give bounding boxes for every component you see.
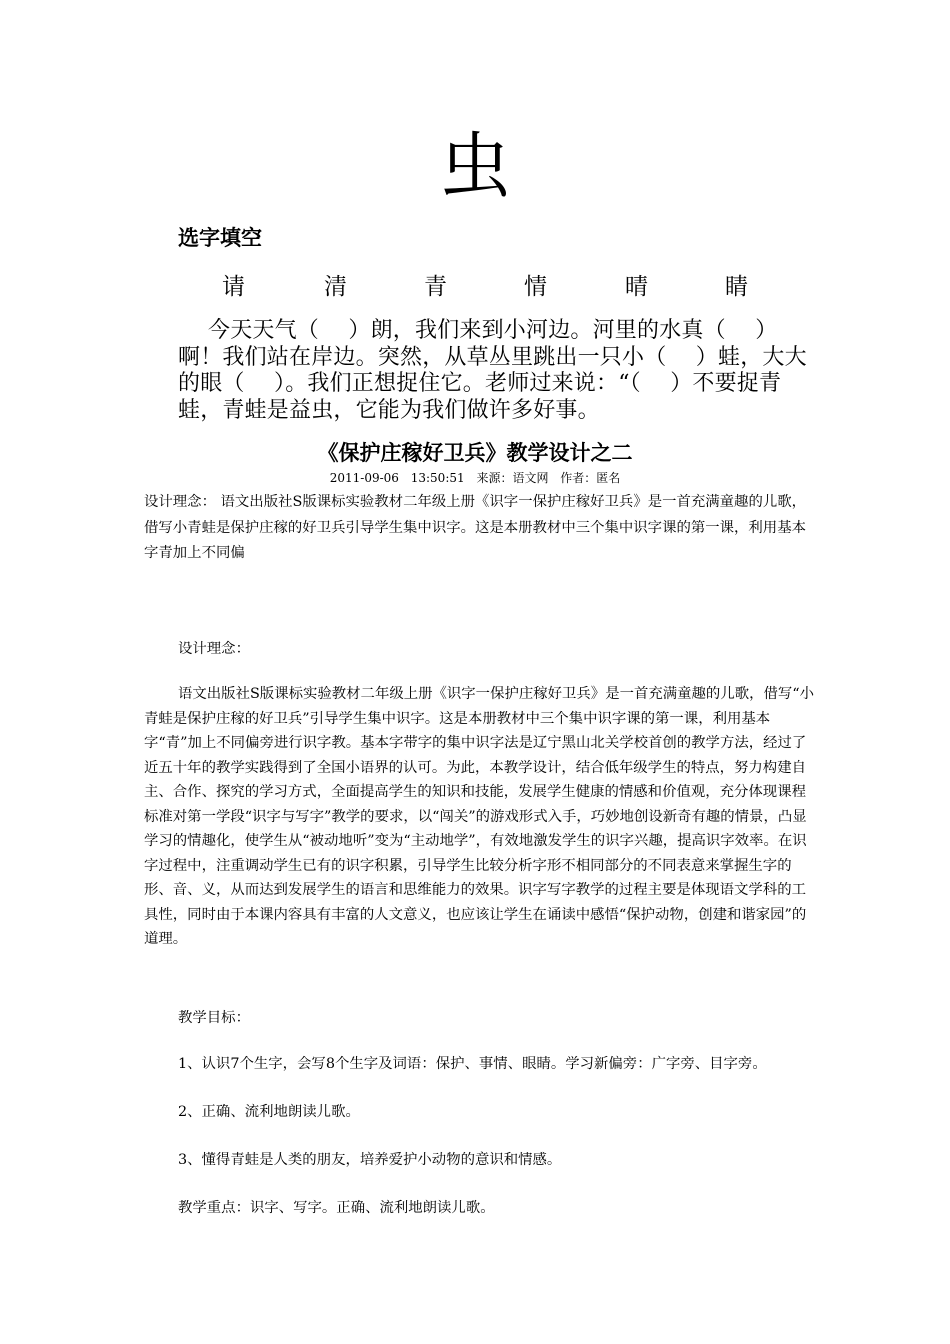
- key-points: 教学重点：识字、写字。正确、流利地朗读儿歌。: [178, 1200, 495, 1216]
- choice-character: 睛: [725, 274, 748, 300]
- concept-body: 语文出版社S版课标实验教材二年级上册《识字一保护庄稼好卫兵》是一首充满童趣的儿歌，借写“小青蛙是保护庄稼的好卫兵”引导学生集中识字。这是本册教材中三个集中识字课的第一课，利用基本字“青”加上不同偏旁进行识字教。基本字带字的集中识字法是辽宁黑山北关学校首创的教学方法，经过了近五十年的教学实践得到了全国小语界的认可。为此，本教学设计，结合低年级学生的特点，努力构建自主、合作、探究的学习方式，全面提高学生的知识和技能，发展学生健康的情感和价值观，充分体现课程标准对第一学段“识字与写字”教学的要求，以“闯关”的游戏形式入手，巧妙地创设新奇有趣的情景，凸显学习的情趣化，使学生从“被动地听”变为“主动地学”，有效地激发学生的识字兴趣，提高识字效率。在识字过程中，注重调动学生已有的识字积累，引导学生比较分析字形不相同部分的不同表意来掌握生字的形、音、义，从而达到发展学生的语言和思维能力的效果。识字写字教学的过程主要是体现语文学科的工具性，同时由于本课内容具有丰富的人文意义，也应该让学生在诵读中感悟“保护动物，创建和谐家园”的道理。: [144, 686, 815, 947]
- exercise-heading: 选字填空: [178, 226, 262, 250]
- article-meta: 2011-09-06 13:50:51 来源：语文网 作者：匿名: [329, 471, 621, 485]
- choice-character: 请: [222, 274, 245, 300]
- fill-in-passage: 今天天气（ ）朗，我们来到小河边。河里的水真（ ）啊！我们站在岸边。突然，从草丛里跳出一只小（ ）蛙，大大的眼（ ）。我们正想捉住它。老师过来说：“（ ）不要捉青蛙，青蛙是益虫，它能为我们做许多好事。: [178, 318, 807, 423]
- goal-item: 1、认识7个生字，会写8个生字及词语：保护、事情、眼睛。学习新偏旁：广字旁、目字旁。: [178, 1056, 767, 1072]
- page-title-character: 虫: [438, 124, 511, 208]
- choice-character: 晴: [625, 274, 648, 300]
- goal-item: 2、正确、流利地朗读儿歌。: [178, 1104, 360, 1120]
- choice-character: 青: [424, 274, 447, 300]
- choice-character: 清: [324, 274, 347, 300]
- article-title: 《保护庄稼好卫兵》教学设计之二: [317, 440, 633, 465]
- concept-label: 设计理念：: [178, 641, 250, 657]
- article-intro: 设计理念： 语文出版社S版课标实验教材二年级上册《识字一保护庄稼好卫兵》是一首充满童趣的儿歌，借写小青蛙是保护庄稼的好卫兵引导学生集中识字。这是本册教材中三个集中识字课的第一课，利用基本字青加上不同偏: [144, 494, 807, 561]
- goals-label: 教学目标：: [178, 1010, 250, 1026]
- goal-item: 3、懂得青蛙是人类的朋友，培养爱护小动物的意识和情感。: [178, 1152, 562, 1168]
- choice-character: 情: [524, 274, 547, 300]
